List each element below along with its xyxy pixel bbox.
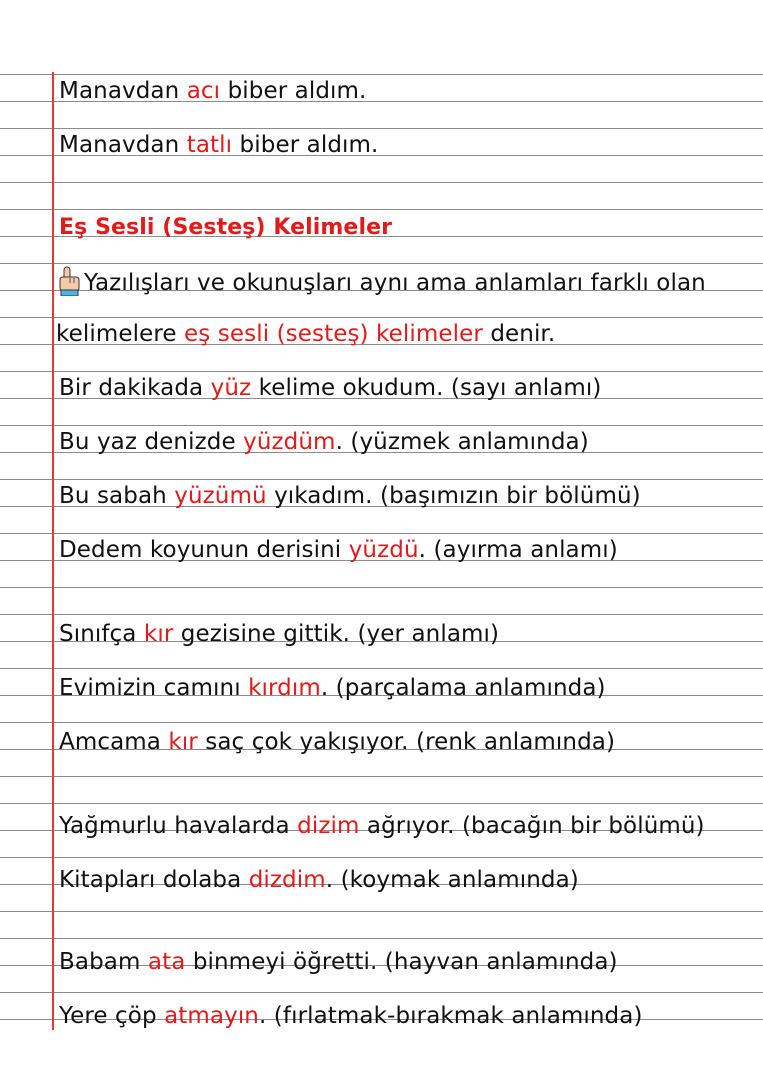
text-line	[59, 620, 755, 648]
text-line	[59, 674, 755, 702]
highlighted-word: kırdım	[248, 675, 321, 701]
text-segment: Sınıfça	[59, 621, 144, 647]
ruled-line	[0, 317, 763, 318]
text-line	[59, 131, 755, 159]
text-segment: biber aldım.	[220, 78, 367, 104]
text-segment: Evimizin camını	[59, 675, 249, 701]
highlighted-word: dizim	[297, 813, 360, 839]
margin-line	[52, 72, 54, 1030]
text-segment: Bu yaz denizde	[59, 429, 244, 455]
text-segment: Manavdan	[59, 132, 187, 158]
highlighted-word: ata	[147, 949, 186, 975]
text-line	[59, 1002, 755, 1030]
ruled-line	[0, 128, 763, 129]
text-segment: Bu sabah	[59, 483, 175, 509]
text-line	[56, 320, 755, 348]
ruled-line	[0, 911, 763, 912]
text-segment: biber aldım.	[232, 132, 379, 158]
highlighted-word: acı	[186, 78, 221, 104]
text-segment: binmeyi öğretti. (hayvan anlamında)	[185, 949, 618, 975]
highlighted-word: yüz	[210, 375, 252, 401]
ruled-line	[0, 938, 763, 939]
text-line	[59, 482, 755, 510]
ruled-line	[0, 425, 763, 426]
ruled-line	[0, 587, 763, 588]
ruled-line	[0, 533, 763, 534]
ruled-line	[0, 182, 763, 183]
ruled-line	[0, 992, 763, 993]
ruled-line	[0, 722, 763, 723]
ruled-line	[0, 614, 763, 615]
text-segment: Bir dakikada	[59, 375, 211, 401]
text-segment: . (fırlatmak-bırakmak anlamında)	[258, 1003, 643, 1029]
highlighted-word: tatlı	[186, 132, 233, 158]
highlighted-word: yüzümü	[174, 483, 267, 509]
text-segment: Yazılışları ve okunuşları aynı ama anlamları farklı olan	[84, 270, 706, 296]
text-segment: Kitapları dolaba	[59, 867, 249, 893]
text-line	[59, 374, 755, 402]
ruled-line	[0, 479, 763, 480]
text-segment: Manavdan	[59, 78, 187, 104]
text-line	[59, 812, 755, 840]
text-segment: kelimelere	[56, 321, 185, 347]
section-heading: Eş Sesli (Sesteş) Kelimeler	[59, 215, 393, 240]
highlighted-word: dizdim	[248, 867, 326, 893]
text-segment: . (koymak anlamında)	[325, 867, 579, 893]
text-segment: saç çok yakışıyor. (renk anlamında)	[197, 729, 616, 755]
ruled-line	[0, 371, 763, 372]
ruled-line	[0, 74, 763, 75]
ruled-line	[0, 209, 763, 210]
highlighted-word: yüzdü	[348, 537, 419, 563]
text-segment: Amcama	[59, 729, 169, 755]
text-segment: Yere çöp	[59, 1003, 165, 1029]
text-line	[59, 536, 755, 564]
text-segment: . (ayırma anlamı)	[418, 537, 618, 563]
ruled-line	[0, 263, 763, 264]
text-segment: ağrıyor. (bacağın bir bölümü)	[359, 813, 705, 839]
ruled-line	[0, 668, 763, 669]
text-line	[59, 948, 755, 976]
text-segment: Yağmurlu havalarda	[59, 813, 298, 839]
text-segment: yıkadım. (başımızın bir bölümü)	[266, 483, 641, 509]
ruled-line	[0, 776, 763, 777]
text-segment: . (parçalama anlamında)	[320, 675, 606, 701]
text-segment: denir.	[482, 321, 556, 347]
pointing-hand-icon	[56, 266, 82, 296]
ruled-line	[0, 857, 763, 858]
highlighted-word: kır	[168, 729, 198, 755]
text-line	[56, 266, 755, 297]
text-line	[59, 728, 755, 756]
highlighted-word: yüzdüm	[243, 429, 336, 455]
text-segment: . (yüzmek anlamında)	[335, 429, 589, 455]
text-segment: gezisine gittik. (yer anlamı)	[173, 621, 500, 647]
highlighted-word: atmayın	[164, 1003, 259, 1029]
text-line	[59, 77, 755, 105]
text-line	[59, 866, 755, 894]
text-segment: kelime okudum. (sayı anlamı)	[251, 375, 602, 401]
highlighted-word: eş sesli (sesteş) kelimeler	[184, 321, 483, 347]
highlighted-word: kır	[143, 621, 174, 647]
ruled-line	[0, 803, 763, 804]
text-line	[59, 428, 755, 456]
text-segment: Dedem koyunun derisini	[59, 537, 349, 563]
text-segment: Babam	[59, 949, 148, 975]
